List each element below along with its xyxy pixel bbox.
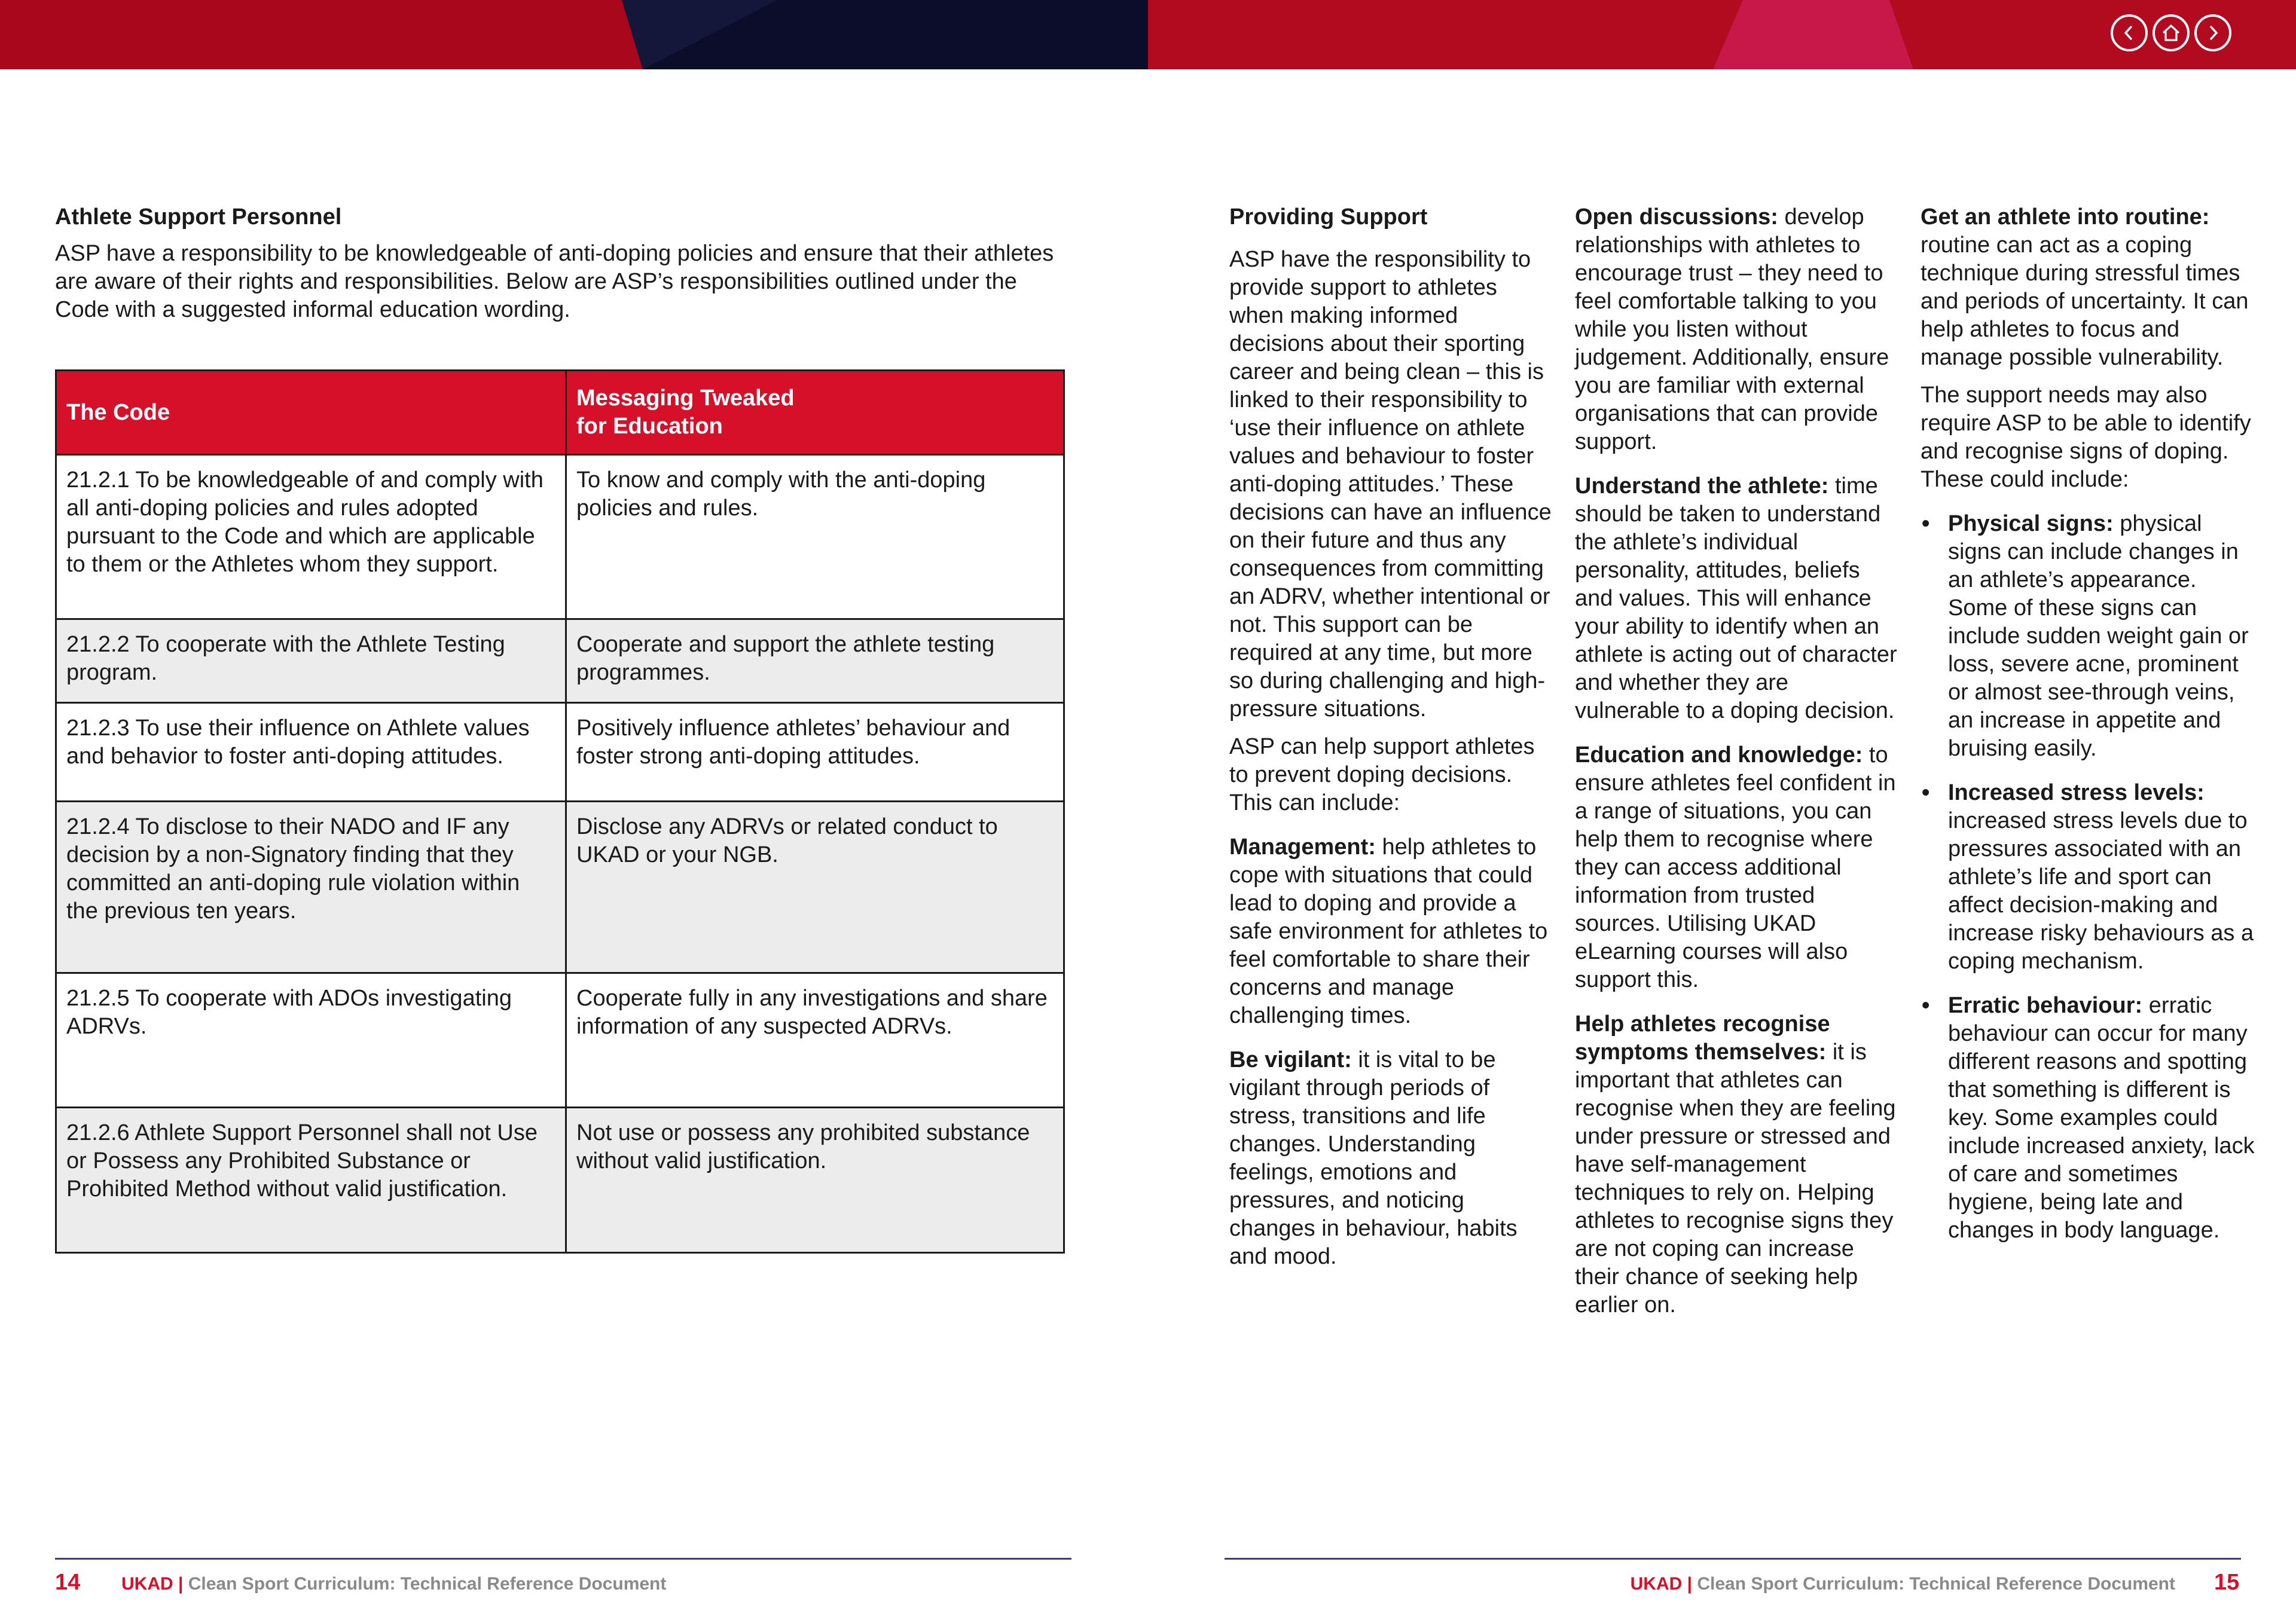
code-responsibilities-table	[55, 369, 1065, 1254]
table-row	[56, 973, 1064, 1108]
list-item	[1921, 779, 2255, 976]
table-row	[56, 455, 1064, 619]
messaging-cell: To know and comply with the anti-doping policies and rules.	[566, 455, 1064, 619]
footer-brand: UKAD	[1630, 1574, 1683, 1594]
footer-brand: UKAD	[121, 1574, 173, 1594]
code-cell: 21.2.4 To disclose to their NADO and IF any decision by a non-Signatory finding that they committed an anti-doping rule violation within the previous ten years.	[56, 802, 566, 973]
footer-doc-title: Clean Sport Curriculum: Technical Reference Document	[188, 1574, 667, 1594]
next-page-button[interactable]	[2194, 14, 2231, 51]
section-heading: Providing Support	[1229, 204, 1428, 230]
item-text: increased stress levels due to pressures associated with an athlete’s life and sport can affect decision-making and increase risky behaviours as a coping mechanism.	[1948, 808, 2254, 974]
footer-right	[1631, 1572, 2175, 1596]
table-row	[56, 619, 1064, 703]
support-item-recognise	[1575, 1010, 1898, 1319]
home-icon	[2161, 23, 2181, 43]
support-item-management	[1229, 833, 1552, 1030]
item-term: Be vigilant:	[1229, 1047, 1352, 1072]
page-number-right: 15	[2214, 1570, 2240, 1595]
footer-separator: |	[173, 1574, 188, 1594]
item-term: Erratic behaviour:	[1948, 993, 2143, 1018]
item-text: to ensure athletes feel confident in a range of situations, you can help them to recognise where they can access additional information from trusted sources. Utilising UKAD eLearning courses will also support this.	[1575, 742, 1896, 992]
list-item	[1921, 510, 2255, 763]
item-text: erratic behaviour can occur for many different reasons and spotting that something is different is key. Some examples could include increased anxiety, lack of care and sometimes hygiene, being late and changes in body language.	[1948, 993, 2255, 1243]
support-paragraph: ASP have the responsibility to provide support to athletes when making informed decisions about their sporting career and being clean – this is linked to their responsibility to ‘use their influence on athlete values and behaviour to foster anti-doping attitudes.’ These decisions can have an influence on their future and thus any consequences from committing an ADRV, whether intentional or not. This support can be required at any time, but more so during challenging and high-pressure situations.	[1229, 247, 1552, 722]
section-heading: Athlete Support Personnel	[55, 204, 342, 230]
messaging-cell: Not use or possess any prohibited substance without valid justification.	[566, 1108, 1064, 1253]
providing-support-column-2	[1575, 203, 1898, 1335]
item-term: Education and knowledge:	[1575, 742, 1863, 768]
item-term: Management:	[1229, 835, 1376, 860]
support-item-education	[1575, 741, 1898, 994]
table-row	[56, 703, 1064, 802]
support-item-vigilant	[1229, 1046, 1552, 1271]
header-banner	[0, 0, 2296, 69]
messaging-cell: Cooperate fully in any investigations and share information of any suspected ADRVs.	[566, 973, 1064, 1108]
table-row	[56, 1108, 1064, 1253]
home-button[interactable]	[2152, 14, 2190, 51]
intro-paragraph: ASP have a responsibility to be knowledgeable of anti-doping policies and ensure that their athletes are aware of their rights and responsibilities. Below are ASP’s responsibilities outlined under the Code with a suggested informal education wording.	[55, 241, 1054, 322]
support-item-understand	[1575, 472, 1898, 725]
list-item	[1921, 992, 2255, 1245]
item-text: physical signs can include changes in an athlete’s appearance. Some of these signs can include sudden weight gain or loss, severe acne, prominent or almost see-through veins, an increase in appetite and bruising easily.	[1948, 511, 2249, 761]
item-text: help athletes to cope with situations that could lead to doping and provide a safe environment for athletes to feel comfortable to share their concerns and manage challenging times.	[1229, 835, 1548, 1028]
providing-support-column-1	[1229, 203, 1552, 1287]
column-header-messaging	[566, 371, 1064, 455]
code-cell: 21.2.1 To be knowledgeable of and comply with all anti-doping policies and rules adopted pursuant to the Code and which are applicable to them or the Athletes whom they support.	[56, 455, 566, 619]
messaging-cell: Disclose any ADRVs or related conduct to UKAD or your NGB.	[566, 802, 1064, 973]
support-item-open-discussions	[1575, 203, 1898, 456]
footer-separator: |	[1682, 1574, 1697, 1594]
table-header-row	[56, 371, 1064, 455]
footer-left	[121, 1572, 666, 1596]
signs-paragraph: The support needs may also require ASP to be able to identify and recognise signs of doping. These could include:	[1921, 383, 2251, 492]
item-text: routine can act as a coping technique during stressful times and periods of uncertainty. It can help athletes to focus and manage possible vulnerability.	[1921, 233, 2249, 370]
page-number-left: 14	[55, 1570, 81, 1595]
code-cell: 21.2.3 To use their influence on Athlete values and behavior to foster anti-doping attitudes.	[56, 703, 566, 802]
item-term: Increased stress levels:	[1948, 780, 2205, 805]
footer-rule-left	[55, 1558, 1071, 1560]
item-term: Open discussions:	[1575, 204, 1778, 230]
asp-intro-section	[55, 203, 1071, 324]
messaging-cell: Cooperate and support the athlete testing programmes.	[566, 619, 1064, 703]
item-term: Physical signs:	[1948, 511, 2114, 536]
item-text: it is vital to be vigilant through periods of stress, transitions and life changes. Understanding feelings, emotions and pressures, and noticing changes in behaviour, habits and mood.	[1229, 1047, 1518, 1269]
support-paragraph: ASP can help support athletes to prevent doping decisions. This can include:	[1229, 734, 1535, 815]
previous-page-button[interactable]	[2111, 14, 2148, 51]
footer-rule-right	[1225, 1558, 2241, 1560]
messaging-cell: Positively influence athletes’ behaviour and foster strong anti-doping attitudes.	[566, 703, 1064, 802]
item-text: it is important that athletes can recognise when they are feeling under pressure or stressed and have self-management techniques to rely on. Helping athletes to recognise signs they are not coping can increase their chance of seeking help earlier on.	[1575, 1040, 1896, 1318]
item-text: develop relationships with athletes to encourage trust – they need to feel comfortable talking to you while you listen without judgement. Additionally, ensure you are familiar with external organisations that can provide support.	[1575, 204, 1889, 454]
providing-support-column-3	[1921, 203, 2255, 1261]
chevron-left-icon	[2120, 24, 2138, 42]
item-term: Help athletes recognise symptoms themselves:	[1575, 1011, 1830, 1065]
code-cell: 21.2.2 To cooperate with the Athlete Testing program.	[56, 619, 566, 703]
support-item-routine	[1921, 203, 2255, 372]
item-term: Understand the athlete:	[1575, 473, 1829, 499]
item-text: time should be taken to understand the athlete’s individual personality, attitudes, beliefs and values. This will enhance your ability to identify when an athlete is acting out of character and whether they are vulnerable to a doping decision.	[1575, 473, 1897, 723]
code-cell: 21.2.5 To cooperate with ADOs investigating ADRVs.	[56, 973, 566, 1108]
table-row	[56, 802, 1064, 973]
column-header-code: The Code	[56, 371, 566, 455]
chevron-right-icon	[2204, 24, 2222, 42]
code-cell: 21.2.6 Athlete Support Personnel shall not Use or Possess any Prohibited Substance or Prohibited Method without valid justification.	[56, 1108, 566, 1253]
column-header-messaging-label: Messaging Tweaked for Education	[576, 386, 795, 439]
footer-doc-title: Clean Sport Curriculum: Technical Reference Document	[1697, 1574, 2175, 1594]
page-navigation	[2111, 14, 2231, 51]
item-term: Get an athlete into routine:	[1921, 204, 2210, 230]
doping-signs-list	[1921, 510, 2255, 1245]
